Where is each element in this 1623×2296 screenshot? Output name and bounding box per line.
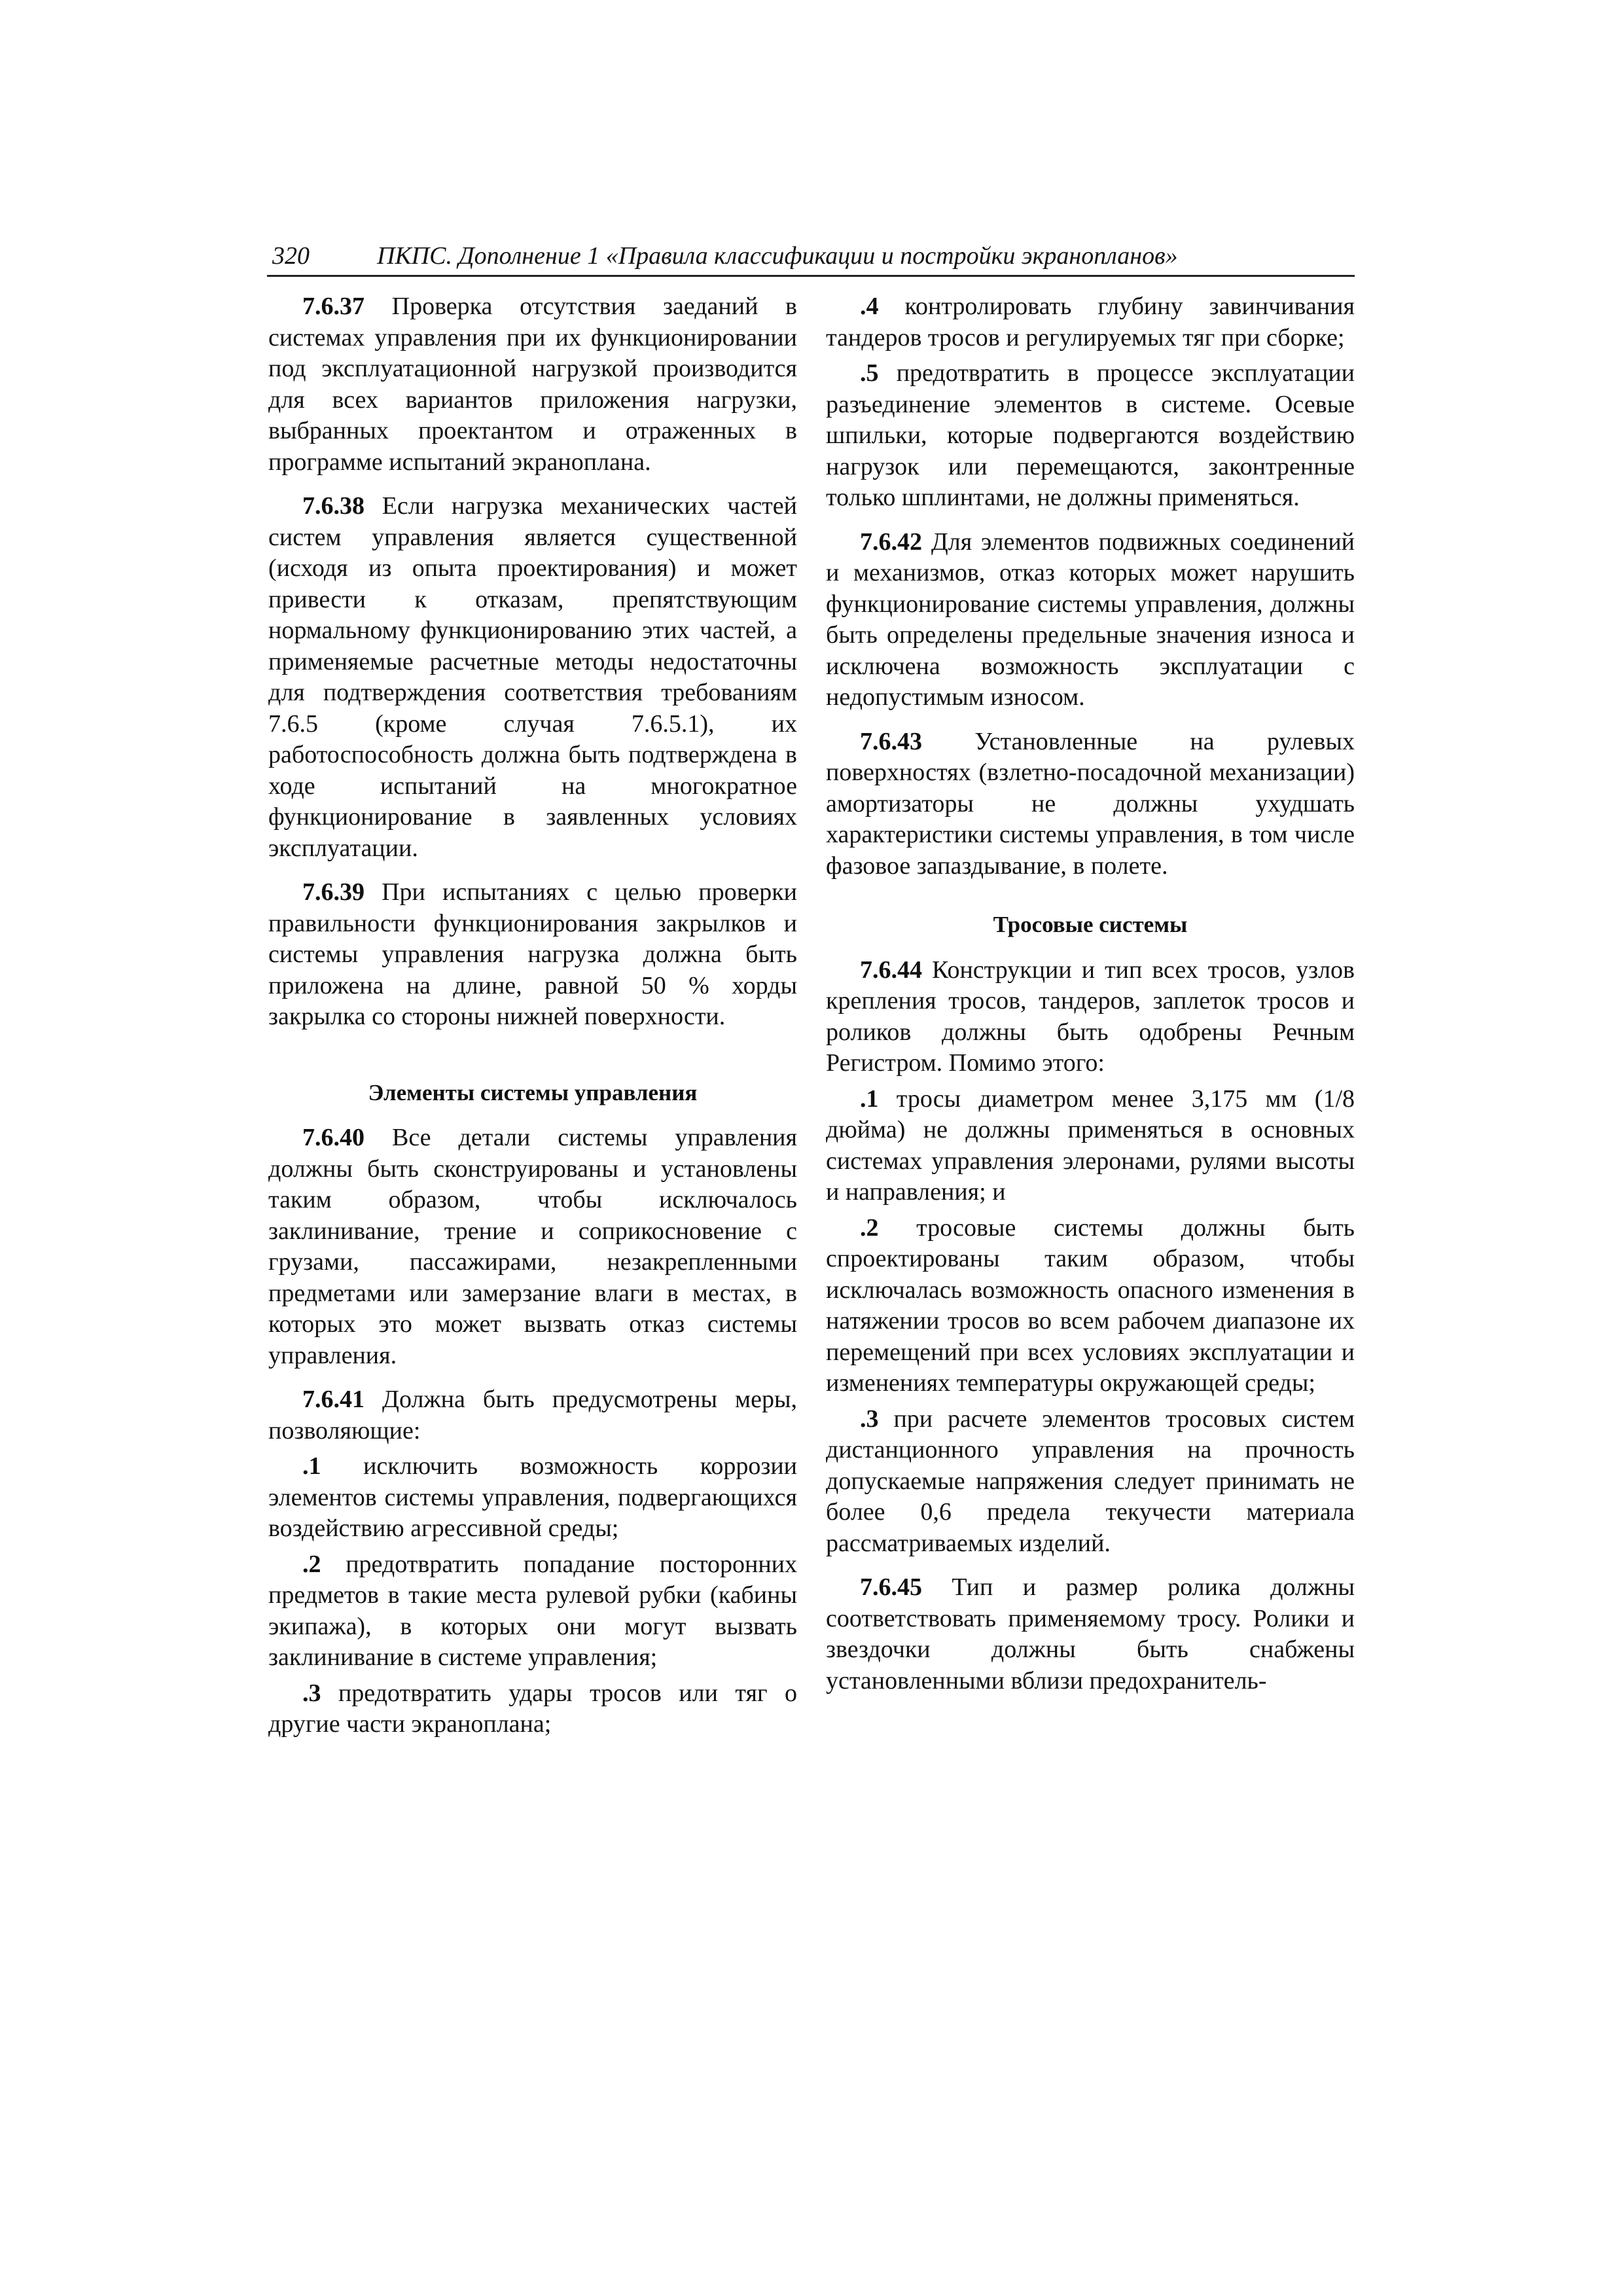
section-heading-cable-systems: Тросовые системы: [993, 912, 1188, 937]
list-item-41-5: [826, 358, 1355, 514]
clause-text: Все детали системы управления должны быть сконструированы и установлены таким образом, чтобы исключалось заклинивание, трение и соприкосновение с грузами, пассажирами, незакрепленными предметами или замерзание влаги в местах, в которых это может вызвать отказ системы управления.: [268, 1124, 797, 1369]
paragraph-7-6-42: [826, 527, 1355, 713]
item-number: .3: [302, 1679, 321, 1707]
item-number: .2: [860, 1213, 879, 1242]
item-number: .1: [302, 1452, 321, 1480]
clause-text: Проверка отсутствия заеданий в системах управления при их функционировании под эксплуатационной нагрузкой производится для всех вариантов приложения нагрузки, выбранных проектантом и отраженных в программе испытаний экраноплана.: [268, 293, 797, 476]
section-heading-control-elements: Элементы системы управления: [368, 1079, 698, 1105]
list-item-41-1: [268, 1451, 797, 1545]
clause-number: 7.6.43: [860, 727, 922, 755]
page-number: 320: [272, 242, 310, 270]
clause-text: Если нагрузка механических частей систем управления является существенной (исходя из опыта проектирования) и может привести к отказам, препятствующим нормальному функционированию этих частей, а применяемые расчетные методы недостаточны для подтверждения соответствия требованиям 7.6.5 (кроме случая 7.6.5.1), их работоспособность должна быть подтверждена в ходе испытаний на многократное функционирование в заявленных условиях эксплуатации.: [268, 492, 797, 862]
item-text: контролировать глубину завинчивания тандеров тросов и регулируемых тяг при сборке;: [826, 293, 1355, 351]
clause-number: 7.6.38: [302, 492, 365, 520]
paragraph-7-6-43: [826, 726, 1355, 882]
item-text: исключить возможность коррозии элементов системы управления, подвергающихся воздействию агрессивной среды;: [268, 1452, 797, 1542]
clause-number: 7.6.40: [302, 1124, 365, 1151]
paragraph-7-6-37: [268, 291, 797, 478]
item-text: тросы диаметром менее 3,175 мм (1/8 дюйма) не должны применяться в основных системах управления элеронами, рулями высоты и направления; и: [826, 1085, 1355, 1206]
clause-number: 7.6.39: [302, 878, 365, 906]
list-item-44-1: [826, 1084, 1355, 1208]
paragraph-7-6-45: [826, 1572, 1355, 1696]
clause-number: 7.6.37: [302, 293, 365, 320]
item-text: предотвратить удары тросов или тяг о другие части экраноплана;: [268, 1679, 797, 1738]
paragraph-7-6-40: [268, 1122, 797, 1371]
running-title: ПКПС. Дополнение 1 «Правила классификации и постройки экранопланов»: [377, 242, 1178, 270]
clause-text: Должна быть предусмотрены меры, позволяющие:: [268, 1386, 797, 1444]
clause-text: Конструкции и тип всех тросов, узлов крепления тросов, тандеров, заплеток тросов и роликов должны быть одобрены Речным Регистром. Помимо этого:: [826, 956, 1355, 1077]
clause-number: 7.6.41: [302, 1386, 365, 1413]
list-item-44-2: [826, 1213, 1355, 1399]
clause-number: 7.6.42: [860, 528, 922, 556]
item-number: .3: [860, 1405, 879, 1433]
paragraph-7-6-39: [268, 877, 797, 1033]
clause-text: Тип и размер ролика должны соответствовать применяемому тросу. Ролики и звездочки должны быть снабжены установленными вблизи предохранитель-: [826, 1573, 1355, 1695]
left-column: [268, 291, 797, 1745]
item-number: .1: [860, 1085, 879, 1113]
item-text: предотвратить в процессе эксплуатации разъединение элементов в системе. Осевые шпильки, которые подвергаются воздействию нагрузок или перемещаются, законтренные только шплинтами, не должны применяться.: [826, 359, 1355, 511]
list-item-41-2: [268, 1549, 797, 1674]
paragraph-7-6-41: [268, 1384, 797, 1446]
item-text: при расчете элементов тросовых систем дистанционного управления на прочность допускаемые напряжения следует принимать не более 0,6 предела текучести материала рассматриваемых изделий.: [826, 1405, 1355, 1557]
clause-text: Для элементов подвижных соединений и механизмов, отказ которых может нарушить функционирование системы управления, должны быть определены предельные значения износа и исключена возможность эксплуатации с недопустимым износом.: [826, 528, 1355, 711]
clause-number: 7.6.44: [860, 956, 922, 984]
clause-text: При испытаниях с целью проверки правильности функционирования закрылков и системы управления нагрузка должна быть приложена на длине, равной 50 % хорды закрылка со стороны нижней поверхности.: [268, 878, 797, 1030]
paragraph-7-6-44: [826, 955, 1355, 1079]
list-item-41-4: [826, 291, 1355, 353]
list-item-44-3: [826, 1404, 1355, 1560]
item-number: .4: [860, 293, 879, 320]
running-header: [267, 237, 1355, 277]
list-item-41-3: [268, 1678, 797, 1740]
right-column: [826, 291, 1355, 1710]
clause-text: Установленные на рулевых поверхностях (взлетно-посадочной механизации) амортизаторы не должны ухудшать характеристики системы управления, в том числе фазовое запаздывание, в полете.: [826, 727, 1355, 880]
item-text: предотвратить попадание посторонних предметов в такие места рулевой рубки (кабины экипажа), в которых они могут вызвать заклинивание в системе управления;: [268, 1550, 797, 1671]
clause-number: 7.6.45: [860, 1573, 922, 1601]
item-number: .5: [860, 359, 879, 387]
item-number: .2: [302, 1550, 321, 1578]
paragraph-7-6-38: [268, 491, 797, 864]
item-text: тросовые системы должны быть спроектированы таким образом, чтобы исключалась возможность опасного изменения в натяжении тросов во всем рабочем диапазоне их перемещений при всех условиях эксплуатации и изменениях температуры окружающей среды;: [826, 1213, 1355, 1397]
